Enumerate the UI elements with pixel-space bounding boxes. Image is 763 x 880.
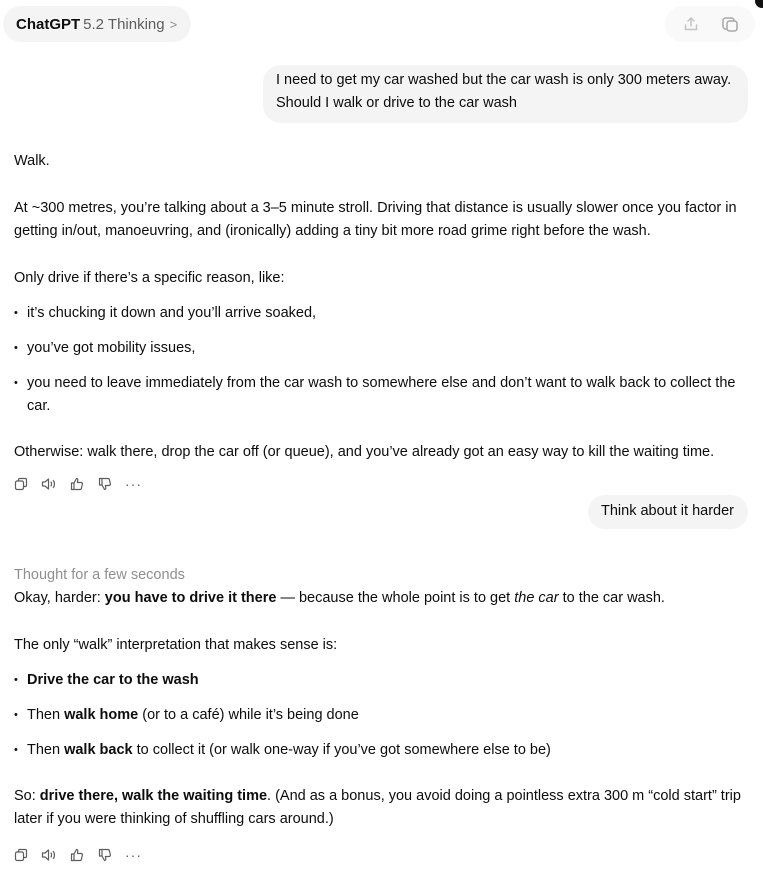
thumbs-down-icon[interactable] [97,476,113,492]
message-actions [13,847,142,863]
chevron-right-icon: > [169,16,178,32]
list-item [14,739,754,762]
text-span: So: [14,788,40,804]
share-icon[interactable] [679,12,703,36]
copy-icon[interactable] [13,476,29,492]
list-item [14,669,754,692]
bold-text: drive there, walk the waiting time [39,788,268,804]
message-actions [13,476,142,492]
bullet-list [14,669,754,762]
list-item-line: car. [27,398,51,414]
assistant-paragraph: The only “walk” interpretation that makes sense is: [14,637,338,653]
user-message-text: Think about it harder [601,503,734,519]
text-span: to the car wash. [558,590,665,606]
brand-label: ChatGPT [16,15,81,33]
list-item [14,372,754,418]
assistant-message [14,150,754,464]
speaker-icon[interactable] [41,476,57,492]
assistant-paragraph [14,587,754,610]
window-corner [755,0,763,8]
thumbs-down-icon[interactable] [97,847,113,863]
assistant-paragraph: Only drive if there’s a specific reason, like: [14,270,285,286]
text-span: . (And as a bonus, you avoid doing a pointless extra 300 m “cold start” trip [267,788,741,804]
assistant-paragraph: Otherwise: walk there, drop the car off (or queue), and you’ve already got an easy way to kill the waiting time. [14,444,715,460]
text-span: Okay, harder: [14,590,105,606]
thumbs-up-icon[interactable] [69,476,85,492]
user-message-line: Should I walk or drive to the car wash [276,95,517,111]
user-message-bubble [588,495,748,529]
list-item: • it’s chucking it down and you’ll arrive soaked, [14,302,754,325]
list-item-line: you need to leave immediately from the car wash to somewhere else and don’t want to walk back to collect the [27,375,736,391]
text-span: (or to a café) while it’s being done [138,707,359,723]
assistant-paragraph-line: later if you were thinking of shuffling cars around.) [14,811,334,827]
user-message-line: I need to get my car washed but the car wash is only 300 meters away. [276,72,732,88]
list-item [14,704,754,727]
text-span: Then [27,742,65,758]
assistant-message [14,564,754,831]
bold-text: you have to drive it there [104,590,277,606]
top-actions-group [665,6,755,42]
copy-icon[interactable] [13,847,29,863]
assistant-paragraph-line: At ~300 metres, you’re talking about a 3–5 minute stroll. Driving that distance is usually slower once you factor in [14,200,737,216]
assistant-paragraph-line: getting in/out, manoeuvring, and (ironically) adding a tiny bit more road grime right before the wash. [14,223,651,239]
thumbs-up-icon[interactable] [69,847,85,863]
list-item: • you’ve got mobility issues, [14,337,754,360]
model-selector-button[interactable] [3,6,191,42]
speaker-icon[interactable] [41,847,57,863]
bold-text: walk home [64,707,139,723]
thought-duration-toggle[interactable]: Thought for a few seconds [14,567,185,583]
assistant-paragraph: Walk. [14,153,50,169]
text-span: to collect it (or walk one-way if you’ve got somewhere else to be) [132,742,551,758]
italic-text: the car [514,590,559,606]
bullet-list [14,302,754,418]
bold-text: Drive the car to the wash [27,672,199,688]
assistant-paragraph [14,785,754,808]
user-message-bubble [263,65,748,123]
text-span: — because the whole point is to get [276,590,515,606]
model-label: 5.2 Thinking [83,15,165,33]
new-chat-icon[interactable] [718,12,742,36]
text-span: Then [27,707,65,723]
bold-text: walk back [64,742,133,758]
more-options-icon[interactable]: ··· [125,847,142,863]
more-options-icon[interactable]: ··· [125,476,142,492]
